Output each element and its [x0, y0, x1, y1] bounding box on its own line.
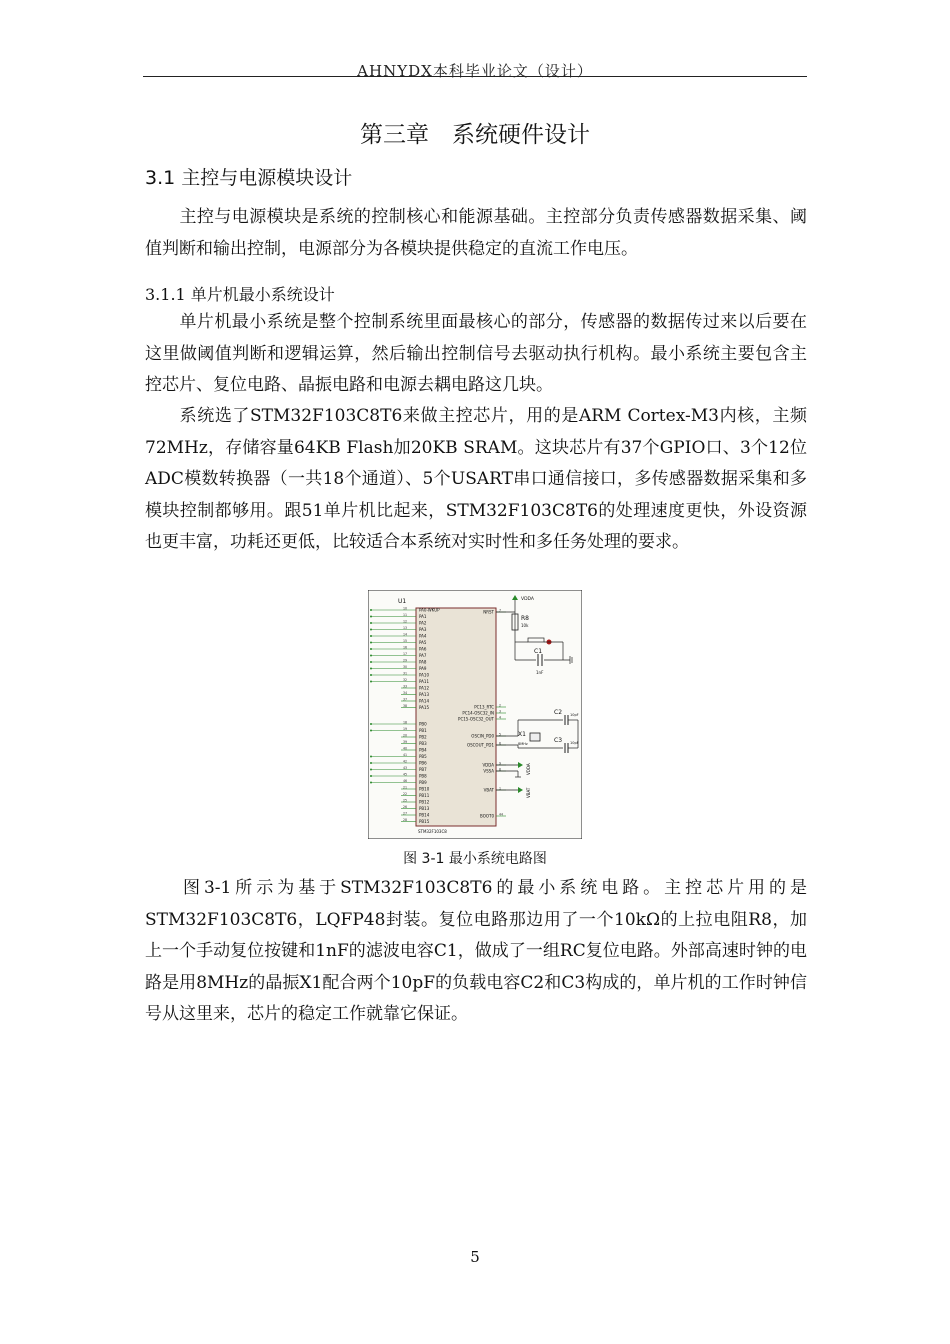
wire-junction	[370, 775, 372, 777]
right-pin-label: VBAT	[483, 787, 494, 793]
right-pin-number: 9	[499, 761, 502, 766]
left-pin-label: PB6	[419, 760, 427, 766]
left-pin-number: 16	[403, 645, 408, 650]
paragraph-3	[145, 401, 807, 559]
paragraph-3-text: 系统选了STM32F103C8T6来做主控芯片，用的是ARM Cortex-M3内核，主频72MHz，存储容量64KB Flash加20KB SRAM。这块芯片有37个GPIO口、3个12位ADC模数转换器（一共18个通道）、5个USART串口通信接口，多传感器数据采集和多模块控制都够用。跟51单片机比起来，STM32F103C8T6的处理速度更快，外设资源也更丰富，功耗还更低，比较适合本系统对实时性和多任务处理的要求。	[145, 406, 807, 552]
paragraph-2	[145, 307, 807, 402]
r8-label: R8	[521, 615, 529, 622]
wire-junction	[370, 609, 372, 611]
left-pin-label: PA4	[419, 633, 427, 639]
chip-ref: U1	[398, 598, 407, 605]
left-pin-number: 22	[403, 791, 408, 796]
left-pin-label: PB4	[419, 747, 427, 753]
left-pin-number: 19	[403, 726, 408, 731]
circuit-figure	[368, 590, 582, 839]
paragraph-4-text: 图3-1所示为基于STM32F103C8T6的最小系统电路。主控芯片用的是STM32F103C8T6，LQFP48封装。复位电路那边用了一个10kΩ的上拉电阻R8，加上一个手动复位按键和1nF的滤波电容C1，做成了一组RC复位电路。外部高速时钟的电路是用8MHz的晶振X1配合两个10pF的负载电容C2和C3构成的，单片机的工作时钟信号从这里来，芯片的稳定工作就靠它保证。	[145, 878, 807, 1024]
right-pin-label: NRST	[483, 609, 494, 615]
chip-name: STM32F103C8	[418, 829, 447, 834]
left-pin-label: PB15	[419, 818, 430, 824]
right-pin-label: VDDA	[482, 762, 494, 768]
left-pin-number: 46	[403, 778, 408, 783]
left-pin-label: PB10	[419, 786, 430, 792]
right-pin-label: VSSA	[483, 768, 494, 774]
left-pin-label: PB12	[419, 799, 430, 805]
wire-junction	[370, 648, 372, 650]
paragraph-1-text: 主控与电源模块是系统的控制核心和能源基础。主控部分负责传感器数据采集、阈值判断和输出控制，电源部分为各模块提供稳定的直流工作电压。	[145, 207, 807, 259]
left-pin-number: 42	[403, 759, 408, 764]
right-pin-number: 1	[499, 786, 502, 791]
wire-junction	[370, 674, 372, 676]
left-pin-label: PA14	[419, 698, 429, 704]
left-pin-number: 37	[403, 697, 408, 702]
left-pin-label: PA2	[419, 620, 427, 626]
left-pin-number: 32	[403, 677, 408, 682]
vdda-top-label: VDDA	[521, 597, 535, 602]
left-pin-number: 40	[403, 746, 408, 751]
left-pin-number: 26	[403, 804, 408, 809]
schematic-svg	[368, 590, 582, 839]
header-rule	[143, 76, 807, 77]
c2-value: 10pF	[570, 713, 579, 717]
left-pin-label: PA1	[419, 613, 427, 619]
c2-label: C2	[554, 709, 563, 716]
left-pin-number: 29	[403, 658, 408, 663]
chapter-title: 第三章 系统硬件设计	[360, 122, 590, 148]
left-pin-label: PB13	[419, 805, 430, 811]
wire-junction	[370, 629, 372, 631]
left-pin-number: 41	[403, 752, 408, 757]
left-pin-number: 25	[403, 798, 408, 803]
left-pin-label: PA3	[419, 626, 427, 632]
left-pin-label: PA0-WKUP	[419, 607, 440, 613]
left-pin-number: 33	[403, 684, 408, 689]
left-pin-label: PA15	[419, 704, 429, 710]
wire-junction	[370, 661, 372, 663]
subsection-title: 3.1.1 单片机最小系统设计	[145, 285, 335, 304]
crystal-x1	[530, 733, 540, 741]
right-pin-number: 4	[499, 715, 502, 720]
left-pin-label: PB8	[419, 773, 427, 779]
paragraph-2-text: 单片机最小系统是整个控制系统里面最核心的部分，传感器的数据传过来以后要在这里做阈值判断和逻辑运算，然后输出控制信号去驱动执行机构。最小系统主要包含主控芯片、复位电路、晶振电路和电源去耦电路这几块。	[145, 312, 807, 395]
wire-junction	[370, 681, 372, 683]
left-pin-label: PB2	[419, 734, 427, 740]
figure-caption: 图 3-1 最小系统电路图	[403, 851, 547, 867]
wire-junction	[370, 642, 372, 644]
left-pin-label: PA9	[419, 665, 427, 671]
left-pin-label: PB11	[419, 792, 430, 798]
x1-label: X1	[518, 731, 526, 738]
wire-junction	[370, 622, 372, 624]
left-pin-label: PB1	[419, 727, 427, 733]
left-pin-number: 28	[403, 817, 408, 822]
c3-value: 10pF	[570, 741, 579, 745]
left-pin-number: 15	[403, 638, 408, 643]
wire-junction	[370, 723, 372, 725]
right-pin-label: OSCOUT_PD1	[466, 742, 494, 748]
c1-label: C1	[534, 648, 543, 655]
left-pin-label: PB5	[419, 753, 427, 759]
right-pin-number: 7	[499, 608, 502, 613]
left-pin-label: PB7	[419, 766, 427, 772]
left-pin-number: 14	[403, 632, 408, 637]
wire-junction	[370, 635, 372, 637]
left-pin-label: PB9	[419, 779, 427, 785]
left-pin-number: 45	[403, 772, 408, 777]
wire-junction	[370, 756, 372, 758]
left-pin-label: PB14	[419, 812, 430, 818]
right-pin-label: BOOT0	[480, 813, 494, 819]
running-header: AHNYDX本科毕业论文（设计）	[357, 62, 593, 80]
left-pin-number: 27	[403, 811, 408, 816]
vdda-side-label: VDDA	[526, 763, 531, 775]
left-pin-number: 30	[403, 664, 408, 669]
right-pin-number: 2	[499, 703, 502, 708]
paragraph-1	[145, 202, 807, 265]
wire-junction	[370, 762, 372, 764]
right-pin-label: PC14-OSC32_IN	[462, 710, 494, 716]
wire-junction	[370, 769, 372, 771]
wire-junction	[370, 655, 372, 657]
left-pin-number: 39	[403, 739, 408, 744]
left-pin-number: 34	[403, 690, 408, 695]
page-number: 5	[470, 1248, 480, 1266]
left-pin-label: PA6	[419, 646, 427, 652]
left-pin-label: PA12	[419, 685, 429, 691]
left-pin-number: 17	[403, 651, 408, 656]
right-pin-label: OSCIN_PD0	[471, 733, 494, 739]
left-pin-number: 43	[403, 765, 408, 770]
left-pin-label: PB0	[419, 721, 427, 727]
left-pin-label: PA5	[419, 639, 427, 645]
section-title: 3.1 主控与电源模块设计	[145, 167, 353, 189]
left-pin-number: 10	[403, 606, 408, 611]
right-pin-label: PC15-OSC32_OUT	[458, 716, 494, 722]
right-pin-number: 8	[499, 767, 502, 772]
r8-value: 10k	[521, 623, 529, 628]
left-pin-label: PA13	[419, 691, 429, 697]
wire-junction	[370, 668, 372, 670]
left-pin-label: PB3	[419, 740, 427, 746]
left-pin-number: 11	[403, 612, 408, 617]
left-pin-number: 18	[403, 720, 408, 725]
left-pin-label: PA11	[419, 678, 429, 684]
c3-label: C3	[554, 737, 563, 744]
left-pin-label: PA8	[419, 659, 427, 665]
paragraph-4	[145, 873, 807, 1031]
left-pin-label: PA7	[419, 652, 427, 658]
c1-value: 1nF	[536, 670, 544, 675]
vbat-label: VBAT	[526, 787, 531, 798]
left-pin-number: 31	[403, 671, 408, 676]
left-pin-label: PA10	[419, 672, 429, 678]
wire-junction	[370, 782, 372, 784]
left-pin-number: 21	[403, 785, 408, 790]
x1-value: 8MHz	[518, 742, 528, 746]
left-pin-number: 38	[403, 703, 408, 708]
left-pin-number: 20	[403, 733, 408, 738]
right-pin-number: 6	[499, 741, 502, 746]
right-pin-number: 44	[499, 812, 504, 817]
right-pin-number: 5	[499, 732, 502, 737]
wire-junction	[370, 616, 372, 618]
left-pin-number: 12	[403, 619, 408, 624]
right-pin-label: PC13_RTC	[474, 704, 494, 710]
left-pin-number: 13	[403, 625, 408, 630]
right-pin-number: 3	[499, 709, 502, 714]
wire-junction	[370, 730, 372, 732]
